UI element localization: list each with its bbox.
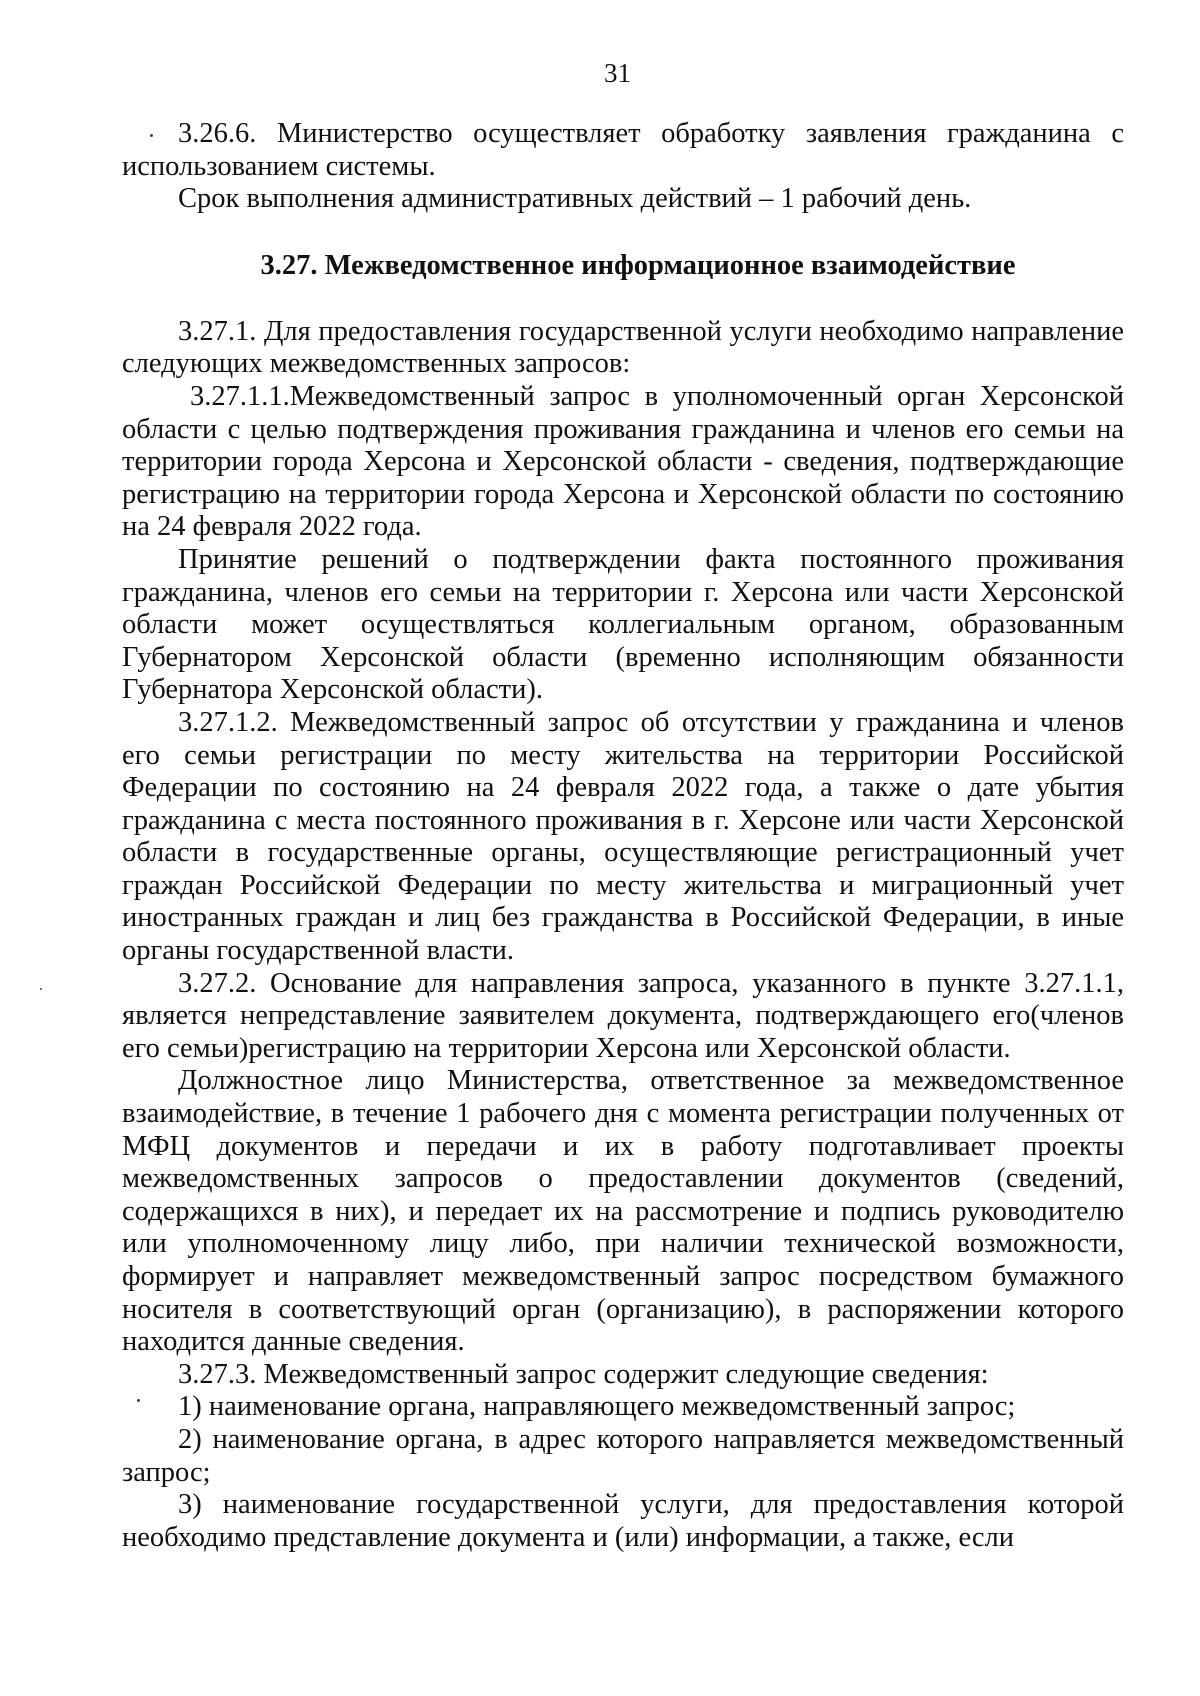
paragraph-decisions: Принятие решений о подтверждении факта постоянного проживания гражданина, членов его семьи на территории г. Херсона или части Херсонской области может осуществляться коллегиальным органом, образованным Губернатором Херсонской области (временно исполняющим обязанности Губернатора Херсонской области).: [122, 543, 1124, 706]
paragraph-3-26-6: 3.26.6. Министерство осуществляет обработку заявления гражданина с использованием системы.: [122, 118, 1124, 182]
list-item-2: 2) наименование органа, в адрес которого направляется межведомственный запрос;: [122, 1423, 1124, 1488]
document-body: [122, 118, 1124, 1554]
paragraph-3-27-1-2: 3.27.1.2. Межведомственный запрос об отсутствии у гражданина и членов его семьи регистрации по месту жительства на территории Российской Федерации по состоянию на 24 февраля 2022 года, а также о дате убытия гражданина с места постоянного проживания в г. Херсоне или части Херсонской области в государственные органы, осуществляющие регистрационный учет граждан Российской Федерации по месту жительства и миграционный учет иностранных граждан и лиц без гражданства в Российской Федерации, в иные органы государственной власти.: [122, 706, 1124, 967]
paragraph-deadline: Срок выполнения административных действий – 1 рабочий день.: [178, 183, 972, 215]
list-item-3: 3) наименование государственной услуги, для предоставления которой необходимо представление документа и (или) информации, а также, если: [122, 1489, 1124, 1553]
paragraph-3-27-3: 3.27.3. Межведомственный запрос содержит следующие сведения:: [178, 1358, 989, 1390]
paragraph-3-27-1: 3.27.1. Для предоставления государственной услуги необходимо направление следующих межведомственных запросов:: [122, 315, 1124, 380]
paragraph-3-27-1-1: 3.27.1.1.Межведомственный запрос в уполномоченный орган Херсонской области с целью подтверждения проживания гражданина и членов его семьи на территории города Херсона и Херсонской области - сведения, подтверждающие регистрацию на территории города Херсона и Херсонской области по состоянию на 24 февраля 2022 года.: [122, 380, 1124, 543]
paragraph-official: Должностное лицо Министерства, ответственное за межведомственное взаимодействие, в течение 1 рабочего дня с момента регистрации полученных от МФЦ документов и передачи и их в работу подготавливает проекты межведомственных запросов о предоставлении документов (сведений, содержащихся в них), и передает их на рассмотрение и подпись руководителю или уполномоченному лицу либо, при наличии технической возможности, формирует и направляет межведомственный запрос посредством бумажного носителя в соответствующий орган (организацию), в распоряжении которого находится данные сведения.: [122, 1065, 1124, 1358]
paragraph-3-27-2: 3.27.2. Основание для направления запроса, указанного в пункте 3.27.1.1, является непредставление заявителем документа, подтверждающего его(членов его семьи)регистрацию на территории Херсона или Херсонской области.: [122, 967, 1124, 1064]
section-heading-3-27: 3.27. Межведомственное информационное взаимодействие: [260, 249, 1016, 281]
list-item-1: 1) наименование органа, направляющего межведомственный запрос;: [178, 1391, 1016, 1423]
page-number: 31: [604, 58, 631, 88]
scan-speck: [40, 988, 42, 990]
